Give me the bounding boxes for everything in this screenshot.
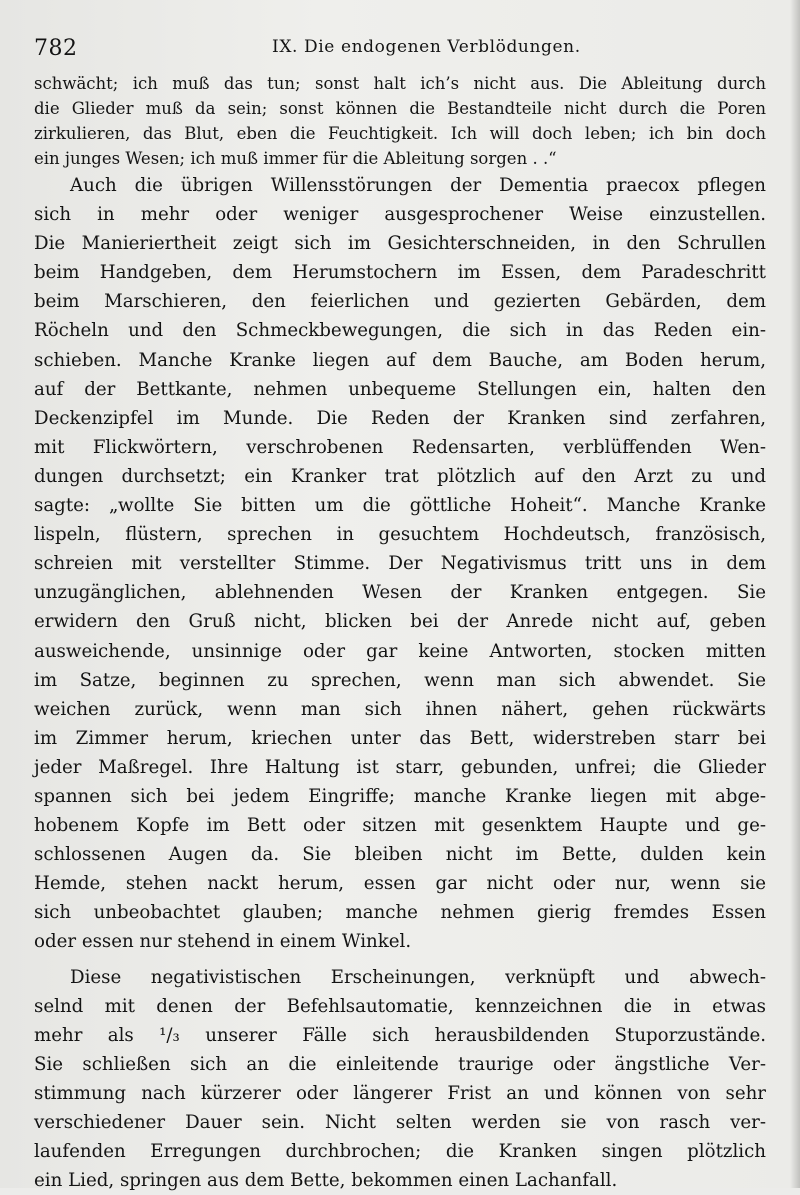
text-line: lispeln, flüstern, sprechen in gesuchtem Hochdeutsch, französisch, (34, 524, 766, 546)
running-head: IX. Die endogenen Verblödungen. (272, 37, 581, 57)
text-line: die Glieder muß da sein; sonst können die Bestandteile nicht durch die Poren (34, 99, 766, 118)
text-line: weichen zurück, wenn man sich ihnen nähert, gehen rückwärts (34, 698, 766, 720)
text-line: schieben. Manche Kranke liegen auf dem Bauche, am Boden herum, (34, 349, 766, 371)
text-line: beim Marschieren, den feierlichen und gezierten Gebärden, dem (34, 291, 766, 313)
text-line: schreien mit verstellter Stimme. Der Negativismus tritt uns in dem (34, 553, 766, 575)
text-line: beim Handgeben, dem Herumstochern im Essen, dem Paradeschritt (34, 262, 766, 284)
text-line: Deckenzipfel im Munde. Die Reden der Kranken sind zerfahren, (34, 407, 766, 429)
body-text (34, 71, 766, 1195)
paragraph-willensstoerungen (34, 171, 766, 957)
text-line: laufenden Erregungen durchbrochen; die Kranken singen plötzlich (34, 1141, 766, 1163)
text-line: Hemde, stehen nackt herum, essen gar nicht oder nur, wenn sie (34, 873, 766, 895)
text-line: stimmung nach kürzerer oder längerer Frist an und können von sehr (34, 1082, 766, 1104)
text-line: Die Manieriertheit zeigt sich im Gesichterschneiden, in den Schrullen (34, 233, 766, 255)
text-line: im Satze, beginnen zu sprechen, wenn man sich abwendet. Sie (34, 669, 766, 691)
text-line: selnd mit denen der Befehlsautomatie, kennzeichnen die in etwas (34, 995, 766, 1017)
text-line: jeder Maßregel. Ihre Haltung ist starr, gebunden, unfrei; die Glieder (34, 756, 766, 778)
text-line: schwächt; ich muß das tun; sonst halt ich’s nicht aus. Die Ableitung durch (34, 74, 766, 93)
text-line: auf der Bettkante, nehmen unbequeme Stellungen ein, halten den (34, 378, 766, 400)
text-line: ausweichende, unsinnige oder gar keine Antworten, stocken mitten (34, 640, 766, 662)
text-line: verschiedener Dauer sein. Nicht selten werden sie von rasch ver- (34, 1112, 766, 1133)
text-line: dungen durchsetzt; ein Kranker trat plötzlich auf den Arzt zu und (34, 465, 766, 487)
text-line: ein junges Wesen; ich muß immer für die Ableitung sorgen . .“ (34, 149, 557, 168)
text-line: unzugänglichen, ablehnenden Wesen der Kranken entgegen. Sie (34, 582, 766, 604)
text-line: sich in mehr oder weniger ausgesprochener Weise einzustellen. (34, 204, 766, 226)
text-line: ein Lied, springen aus dem Bette, bekommen einen Lachanfall. (34, 1170, 618, 1192)
text-line: schlossenen Augen da. Sie bleiben nicht im Bette, dulden kein (34, 844, 766, 866)
page-header (34, 34, 774, 64)
text-line: erwidern den Gruß nicht, blicken bei der Anrede nicht auf, geben (34, 611, 766, 633)
page-edge-shadow (790, 0, 800, 1188)
text-line: hobenem Kopfe im Bett oder sitzen mit gesenktem Haupte und ge- (34, 815, 766, 837)
text-line: mit Flickwörtern, verschrobenen Redensarten, verblüffenden Wen- (34, 436, 766, 458)
text-line: Auch die übrigen Willensstörungen der Dementia praecox pflegen (70, 175, 766, 196)
text-line: sagte: „wollte Sie bitten um die göttliche Hoheit“. Manche Kranke (34, 495, 766, 517)
text-line: Sie schließen sich an die einleitende traurige oder ängstliche Ver- (34, 1053, 766, 1075)
text-line: spannen sich bei jedem Eingriffe; manche Kranke liegen mit abge- (34, 785, 766, 807)
text-line: sich unbeobachtet glauben; manche nehmen gierig fremdes Essen (34, 902, 766, 924)
text-line: Diese negativistischen Erscheinungen, verknüpft und abwech- (70, 966, 766, 988)
paragraph-stuporzustaende (34, 963, 766, 1195)
text-line: im Zimmer herum, kriechen unter das Bett, widerstreben starr bei (34, 727, 766, 749)
paragraph-quote-end (34, 71, 766, 171)
text-line: mehr als ¹/₃ unserer Fälle sich herausbildenden Stuporzustände. (34, 1024, 766, 1046)
text-line: zirkulieren, das Blut, eben die Feuchtigkeit. Ich will doch leben; ich bin doch (34, 124, 766, 143)
text-line: Röcheln und den Schmeckbewegungen, die sich in das Reden ein- (34, 320, 766, 342)
text-line: oder essen nur stehend in einem Winkel. (34, 931, 412, 953)
page-number: 782 (34, 36, 78, 61)
